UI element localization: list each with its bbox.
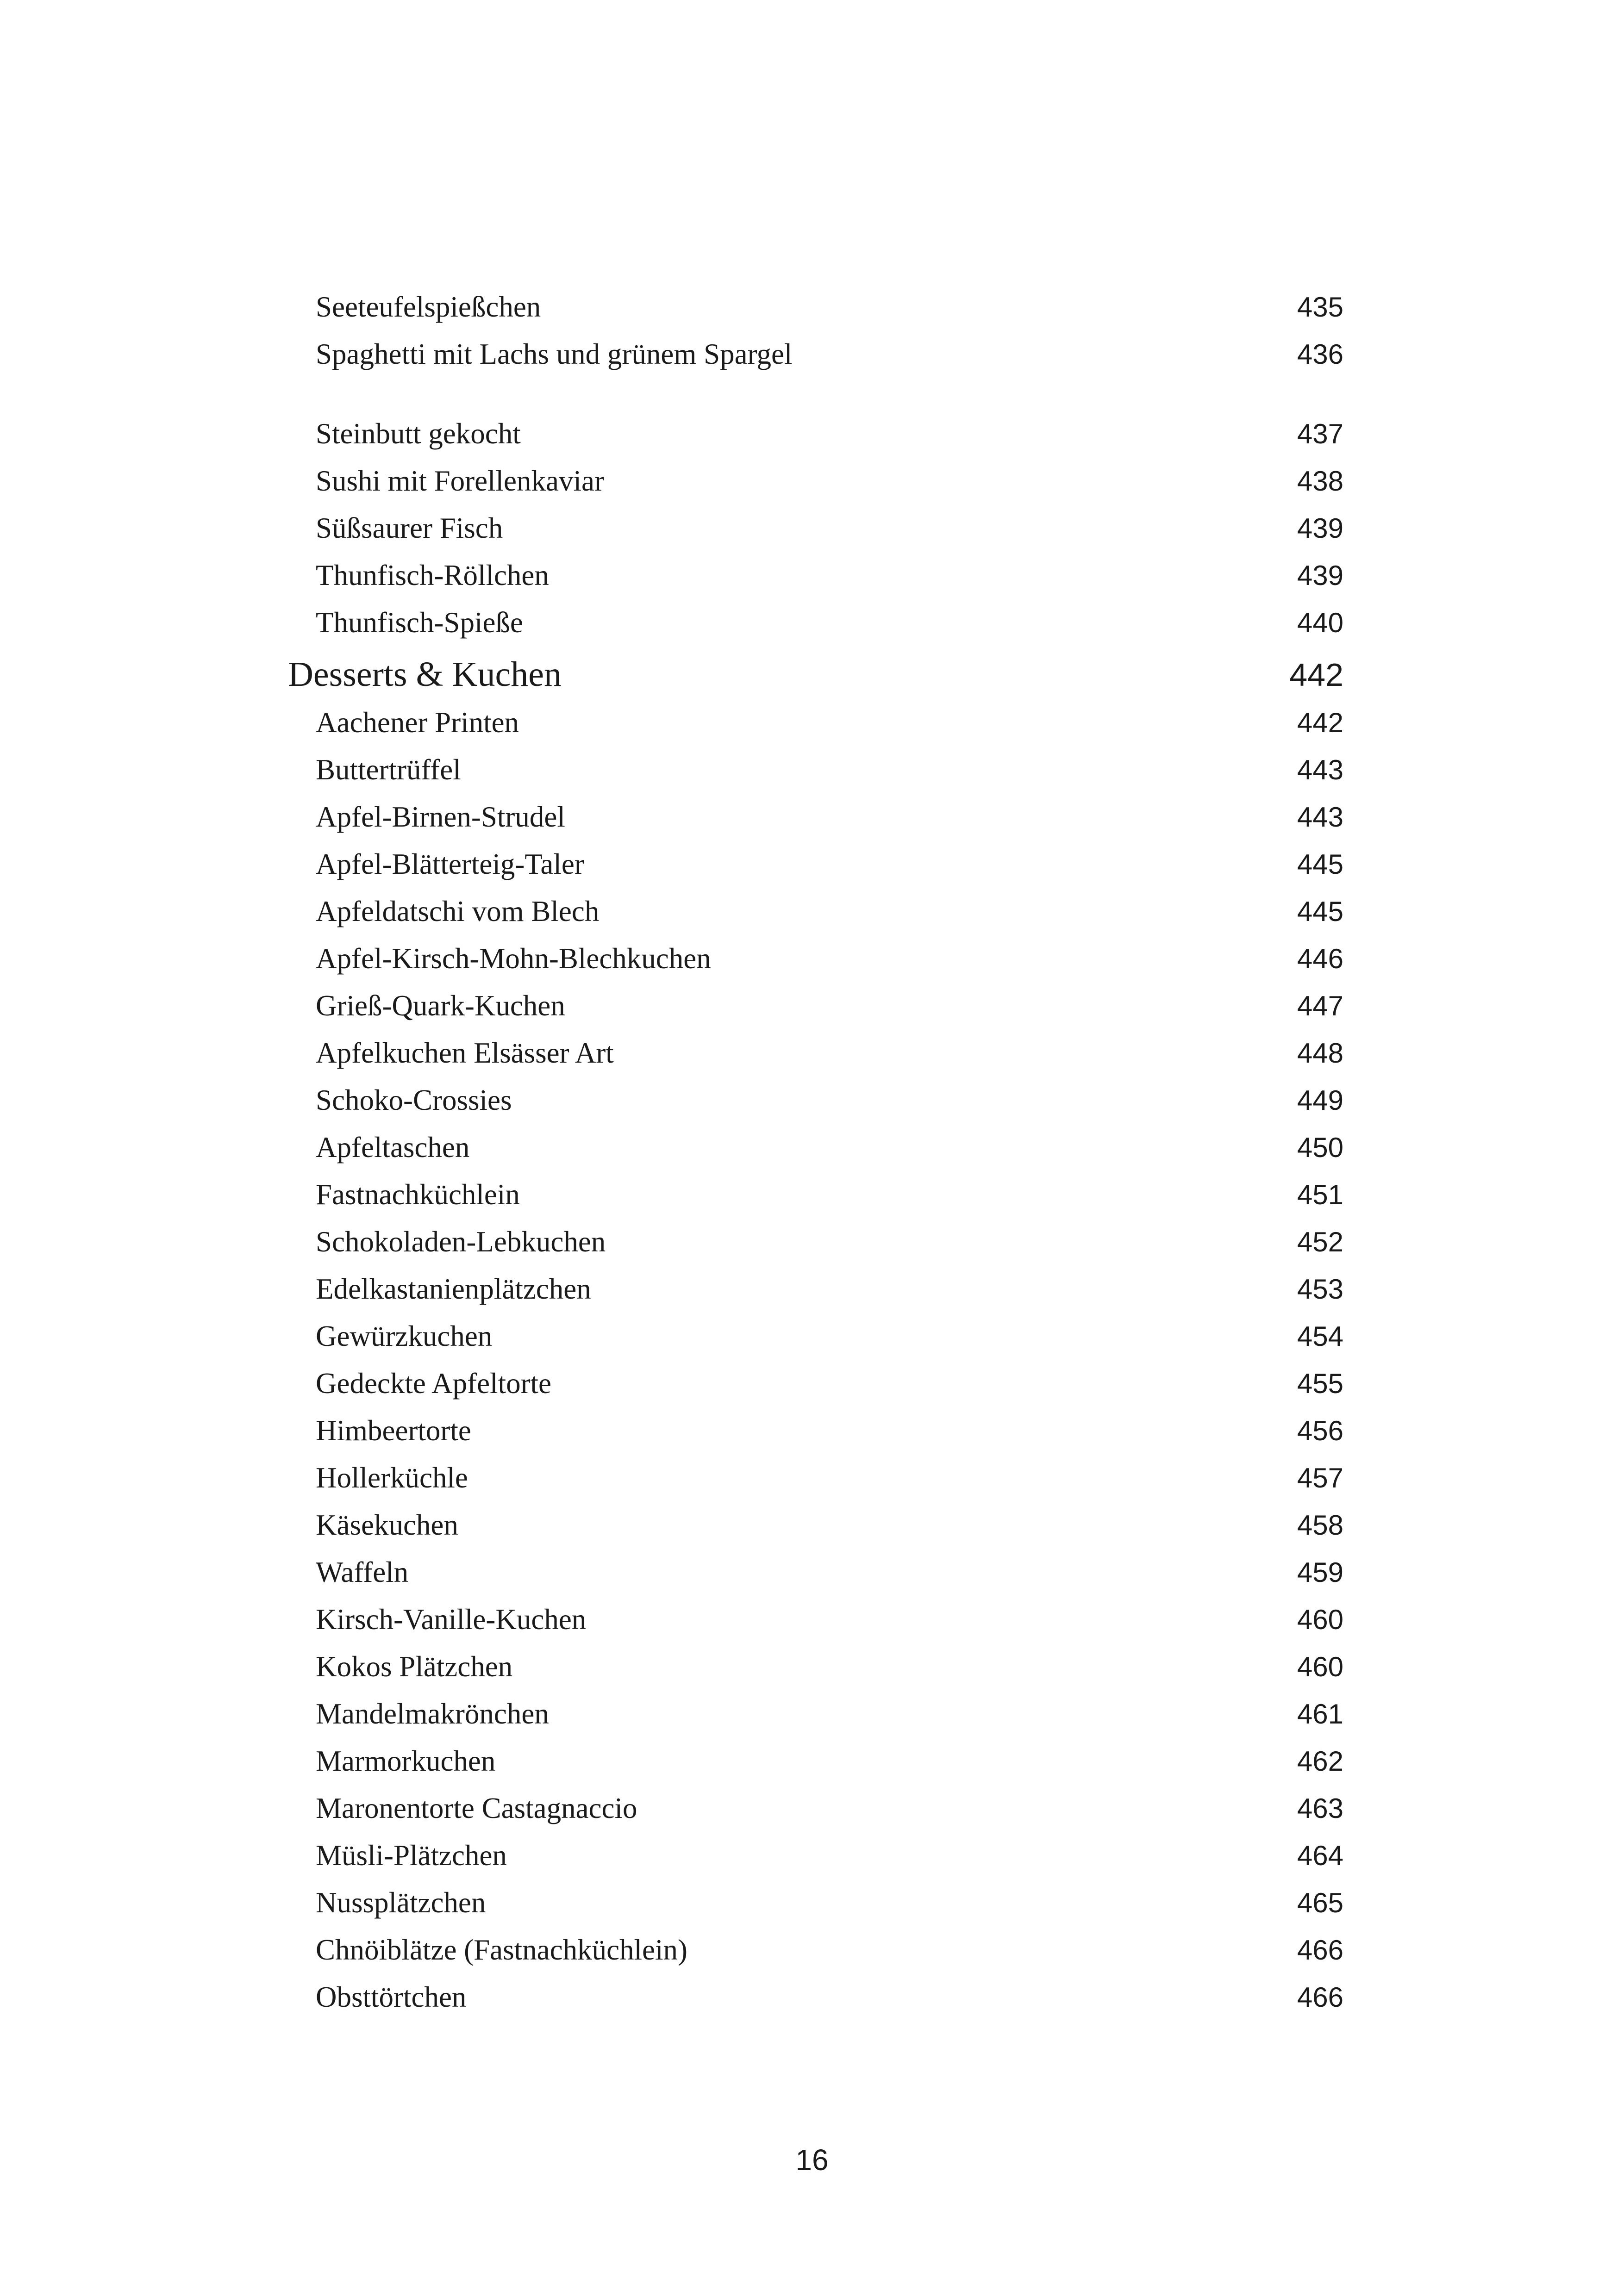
page-number: 16 [795,2143,829,2177]
toc-entry-page: 443 [1297,754,1343,785]
toc-entry-page: 457 [1297,1462,1343,1493]
toc-entry [288,1549,1343,1596]
toc-entry-page: 464 [1297,1840,1343,1871]
toc-entry-title: Marmorkuchen [316,1745,496,1777]
toc-entry-title: Süßsaurer Fisch [316,512,503,544]
toc-entry-page: 439 [1297,513,1343,544]
toc-entry-page: 460 [1297,1604,1343,1635]
toc-entry [288,1124,1343,1171]
toc-entry [288,1171,1343,1218]
toc-entry-page: 462 [1297,1746,1343,1777]
toc-entry-page: 460 [1297,1651,1343,1682]
toc-entry-title: Schoko-Crossies [316,1084,512,1116]
toc-entry [288,552,1343,599]
toc-entry [288,330,1343,378]
toc-entry-title: Mandelmakrönchen [316,1698,549,1730]
toc-entry [288,1785,1343,1832]
toc-entry-page: 465 [1297,1887,1343,1918]
toc-entry [288,1360,1343,1407]
toc-entry-page: 445 [1297,896,1343,927]
toc-entry [288,457,1343,504]
toc-section-page: 442 [1289,657,1343,693]
toc-entry [288,1454,1343,1501]
toc-entry [288,1973,1343,2021]
toc-entry-page: 454 [1297,1321,1343,1352]
toc-entry-page: 456 [1297,1415,1343,1446]
toc-entry [288,840,1343,888]
toc-entry-title: Kokos Plätzchen [316,1650,513,1683]
toc-entry-title: Grieß-Quark-Kuchen [316,989,565,1022]
toc-entry-page: 466 [1297,1935,1343,1966]
toc-entry-title: Gedeckte Apfeltorte [316,1367,552,1400]
toc-entry-title: Thunfisch-Röllchen [316,559,549,591]
toc-entry-title: Nussplätzchen [316,1886,486,1919]
toc-entry [288,1832,1343,1879]
toc-entry-title: Obsttörtchen [316,1981,467,2013]
toc-entry-title: Chnöiblätze (Fastnachküchlein) [316,1934,688,1966]
toc-entry-title: Apfeldatschi vom Blech [316,895,600,927]
toc-entry-title: Gewürzkuchen [316,1320,493,1352]
toc-entry [288,504,1343,552]
toc-entry-title: Waffeln [316,1556,409,1588]
toc-entry [288,1076,1343,1124]
toc-entry-title: Müsli-Plätzchen [316,1839,507,1872]
toc-entry-title: Spaghetti mit Lachs und grünem Spargel [316,338,793,370]
toc-entry [288,1926,1343,1973]
toc-entry-title: Thunfisch-Spieße [316,606,523,639]
toc-entry [288,935,1343,982]
toc-entry [288,888,1343,935]
toc-entry [288,1313,1343,1360]
toc-entry [288,1690,1343,1737]
toc-entry [288,1265,1343,1313]
toc-entry-page: 459 [1297,1557,1343,1588]
toc-entry-title: Fastnachküchlein [316,1178,520,1211]
toc-entry-page: 448 [1297,1038,1343,1069]
toc-entry-page: 466 [1297,1982,1343,2013]
toc-entry-page: 461 [1297,1699,1343,1730]
toc-entry-title: Kirsch-Vanille-Kuchen [316,1603,587,1636]
toc-entry [288,1737,1343,1785]
toc-entry-page: 446 [1297,943,1343,974]
toc-entry-title: Apfel-Blätterteig-Taler [316,848,584,880]
toc-entry-title: Steinbutt gekocht [316,417,521,450]
toc-entry [288,982,1343,1029]
toc-entry [288,283,1343,330]
toc-entry-page: 443 [1297,802,1343,833]
toc-entry [288,699,1343,746]
toc-entry-title: Hollerküchle [316,1462,468,1494]
toc-section-title: Desserts & Kuchen [288,655,562,694]
toc-entry-page: 458 [1297,1510,1343,1541]
toc-entry [288,1879,1343,1926]
toc-entry-page: 445 [1297,849,1343,880]
toc-entry-page: 436 [1297,339,1343,370]
toc-entry-title: Aachener Printen [316,706,519,739]
toc-entry [288,410,1343,457]
toc-entry-page: 449 [1297,1085,1343,1116]
toc-entry-page: 447 [1297,990,1343,1021]
toc-entry-title: Buttertrüffel [316,753,461,786]
toc-entry-title: Seeteufelspießchen [316,291,541,323]
toc-entry-page: 455 [1297,1368,1343,1399]
toc-entry-page: 437 [1297,418,1343,449]
toc-entry-title: Edelkastanienplätzchen [316,1273,591,1305]
toc-entry-title: Sushi mit Forellenkaviar [316,465,604,497]
toc-entry-page: 438 [1297,466,1343,497]
table-of-contents [288,283,1343,2021]
toc-entry-page: 440 [1297,607,1343,638]
toc-entry [288,1643,1343,1690]
toc-entry [288,1029,1343,1076]
toc-entry-page: 442 [1297,707,1343,738]
toc-entry-title: Apfelkuchen Elsässer Art [316,1037,614,1069]
toc-entry [288,746,1343,793]
toc-entry-title: Apfel-Birnen-Strudel [316,801,565,833]
toc-entry [288,1218,1343,1265]
toc-entry [288,1501,1343,1549]
toc-entry-title: Apfeltaschen [316,1131,470,1164]
toc-entry-page: 450 [1297,1132,1343,1163]
toc-entry-page: 463 [1297,1793,1343,1824]
toc-entry [288,793,1343,840]
toc-entry-page: 439 [1297,560,1343,591]
toc-entry-page: 453 [1297,1274,1343,1305]
toc-entry-title: Apfel-Kirsch-Mohn-Blechkuchen [316,942,711,975]
toc-section-heading [288,648,1343,701]
toc-entry-title: Maronentorte Castagnaccio [316,1792,637,1824]
toc-entry [288,1596,1343,1643]
toc-entry [288,1407,1343,1454]
toc-entry-title: Käsekuchen [316,1509,458,1541]
toc-entry-page: 452 [1297,1226,1343,1257]
toc-entry-title: Schokoladen-Lebkuchen [316,1226,606,1258]
toc-entry [288,599,1343,646]
toc-entry-page: 435 [1297,292,1343,323]
toc-entry-title: Himbeertorte [316,1414,471,1447]
toc-entry-page: 451 [1297,1179,1343,1210]
